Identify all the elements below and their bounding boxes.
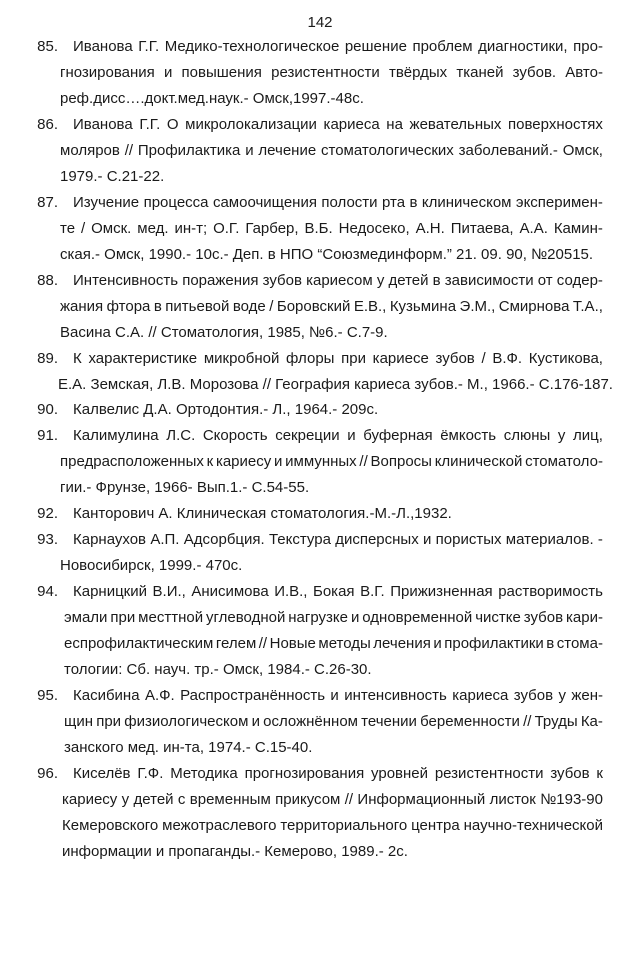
reference-line: Иванова Г.Г. Медико-технологическое решение проблем диагностики, про- — [73, 38, 603, 55]
reference-line: кариесу у детей с временным прикусом // Информационный листок №193-90 — [62, 791, 603, 808]
reference-number: 93. — [37, 531, 58, 548]
reference-number: 91. — [37, 427, 58, 444]
reference-line: К характеристике микробной флоры при кариесе зубов / В.Ф. Кустикова, — [73, 350, 603, 367]
reference-line: Е.А. Земская, Л.В. Морозова // География кариеса зубов.- М., 1966.- С.176-187. — [58, 376, 613, 393]
reference-line: реф.дисс….докт.мед.наук.- Омск,1997.-48с. — [60, 90, 364, 107]
reference-line: эмали при месттной углеводной нагрузке и одновременной чистке зубов кари- — [64, 609, 603, 626]
reference-line: те / Омск. мед. ин-т; О.Г. Гарбер, В.Б. Недосеко, А.Н. Питаева, А.А. Камин- — [60, 220, 603, 237]
reference-line: Изучение процесса самоочищения полости рта в клиническом эксперимен- — [73, 194, 603, 211]
reference-number: 92. — [37, 505, 58, 522]
reference-number: 85. — [37, 38, 58, 55]
reference-line: ская.- Омск, 1990.- 10с.- Деп. в НПО “Союзмединформ.” 21. 09. 90, №20515. — [60, 246, 594, 263]
reference-number: 96. — [37, 765, 58, 782]
reference-line: моляров // Профилактика и лечение стоматологических заболеваний.- Омск, — [60, 142, 603, 159]
reference-number: 88. — [37, 272, 58, 289]
reference-line: гнозирования и повышения резистентности твёрдых тканей зубов. Авто- — [60, 64, 603, 81]
reference-line: информации и пропаганды.- Кемерово, 1989.- 2с. — [62, 843, 408, 860]
reference-number: 87. — [37, 194, 58, 211]
reference-line: 1979.- С.21-22. — [60, 168, 165, 185]
reference-line: занского мед. ин-та, 1974.- С.15-40. — [64, 739, 313, 756]
reference-number: 90. — [37, 401, 58, 418]
reference-line: Канторович А. Клиническая стоматология.-М.-Л.,1932. — [73, 505, 452, 522]
reference-line: Касибина А.Ф. Распространённость и интенсивность кариеса зубов у жен- — [73, 687, 603, 704]
reference-line: Новосибирск, 1999.- 470с. — [60, 557, 243, 574]
page-number: 142 — [307, 14, 333, 31]
reference-line: предрасположенных к кариесу и иммунных // Вопросы клинической стоматоло- — [60, 453, 603, 470]
reference-line: еспрофилактическим гелем // Новые методы лечения и профилактики в стома- — [64, 635, 603, 652]
reference-line: Интенсивность поражения зубов кариесом у детей в зависимости от содер- — [73, 272, 603, 289]
reference-number: 86. — [37, 116, 58, 133]
reference-line: Карнаухов А.П. Адсорбция. Текстура дисперсных и пористых материалов. - — [73, 531, 603, 548]
reference-line: Калимулина Л.С. Скорость секреции и буферная ёмкость слюны у лиц, — [73, 427, 603, 444]
reference-line: Васина С.А. // Стоматология, 1985, №6.- С.7-9. — [60, 324, 388, 341]
reference-number: 89. — [37, 350, 58, 367]
reference-line: Иванова Г.Г. О микролокализации кариеса на жевательных поверхностях — [73, 116, 603, 133]
reference-line: Киселёв Г.Ф. Методика прогнозирования уровней резистентности зубов к — [73, 765, 603, 782]
reference-line: гии.- Фрунзе, 1966- Вып.1.- С.54-55. — [60, 479, 310, 496]
reference-line: щин при физиологическом и осложнённом течении беременности // Труды Ка- — [64, 713, 603, 730]
reference-line: тологии: Сб. науч. тр.- Омск, 1984.- С.26-30. — [64, 661, 372, 678]
reference-line: Кемеровского межотраслевого территориального центра научно-технической — [62, 817, 603, 834]
reference-line: Калвелис Д.А. Ортодонтия.- Л., 1964.- 209с. — [73, 401, 379, 418]
reference-line: жания фтора в питьевой воде / Боровский Е.В., Кузьмина Э.М., Смирнова Т.А., — [60, 298, 603, 315]
reference-line: Карницкий В.И., Анисимова И.В., Бокая В.Г. Прижизненная растворимость — [73, 583, 603, 600]
reference-number: 94. — [37, 583, 58, 600]
reference-number: 95. — [37, 687, 58, 704]
